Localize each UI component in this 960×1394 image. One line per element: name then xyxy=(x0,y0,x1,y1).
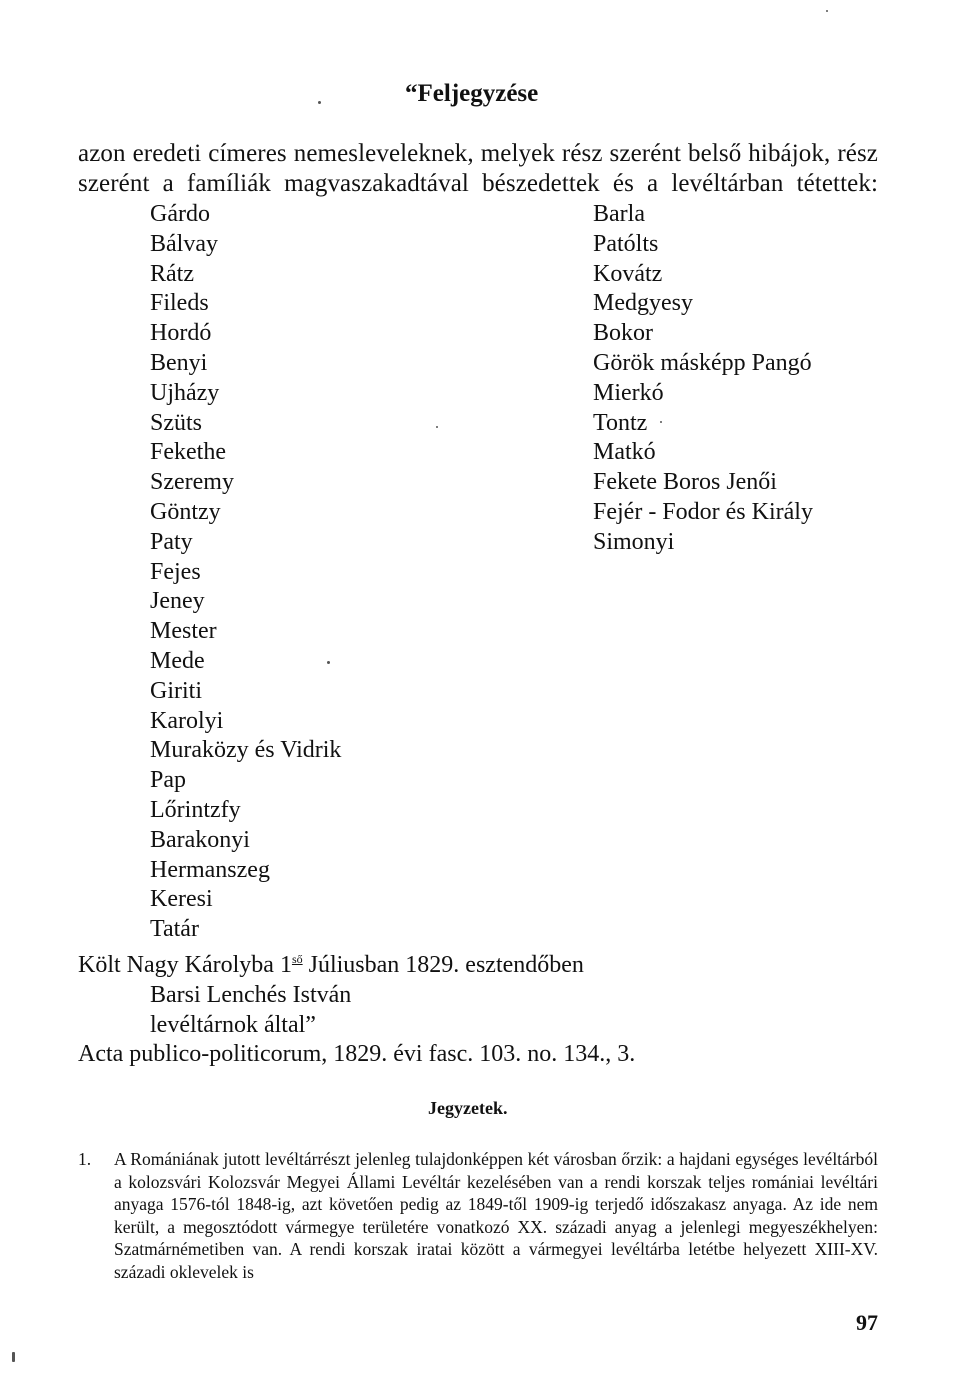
family-name: Fileds xyxy=(150,290,209,317)
family-name: Tatár xyxy=(150,916,199,943)
closing-block xyxy=(78,945,635,1070)
page-number: 97 xyxy=(856,1310,878,1335)
scan-speck xyxy=(327,661,330,664)
family-name: Medgyesy xyxy=(593,290,693,317)
family-name: Barla xyxy=(593,201,645,227)
scan-speck xyxy=(660,421,662,423)
family-name: Fejér - Fodor és Király xyxy=(593,498,813,525)
family-name: Karolyi xyxy=(150,707,224,734)
intro-line-2: szerént a famíliák magvaszakadtával bészedettek és a levéltárban tétettek: xyxy=(78,170,878,197)
family-name: Ujházy xyxy=(150,379,220,406)
family-name: Mester xyxy=(150,618,217,645)
closing-date-line xyxy=(78,945,635,981)
family-name: Göntzy xyxy=(150,498,221,525)
family-name: Hermanszeg xyxy=(150,856,270,883)
notes-heading: Jegyzetek. xyxy=(428,1098,508,1118)
signatory-name: Barsi Lenchés István xyxy=(150,981,352,1008)
family-name: Benyi xyxy=(150,349,208,376)
family-name: Pap xyxy=(150,767,186,794)
family-name: Bokor xyxy=(593,320,653,347)
family-name: Muraközy és Vidrik xyxy=(150,737,342,764)
family-name: Simonyi xyxy=(593,528,675,555)
intro-line-1: azon eredeti címeres nemesleveleknek, melyek rész szerént belső hibájok, rész xyxy=(78,140,878,167)
footnote-number: 1. xyxy=(78,1149,92,1169)
family-name: Kovátz xyxy=(593,260,663,287)
document-title: “Feljegyzése xyxy=(405,80,539,107)
family-name: Mierkó xyxy=(593,379,664,406)
names-column-left xyxy=(150,200,341,945)
family-name: Szeremy xyxy=(150,469,234,496)
family-name: Giriti xyxy=(150,677,202,704)
family-name: Szüts xyxy=(150,409,203,436)
family-name: Bálvay xyxy=(150,230,218,257)
family-name: Jeney xyxy=(150,588,205,615)
family-name: Hordó xyxy=(150,320,212,347)
archival-reference: Acta publico-politicorum, 1829. évi fasc. 103. no. 134., 3. xyxy=(78,1041,636,1068)
family-name: Matkó xyxy=(593,439,656,466)
family-name: Paty xyxy=(150,528,193,555)
signatory-title: levéltárnok által” xyxy=(150,1011,316,1038)
family-name: Görök másképp Pangó xyxy=(593,349,812,376)
family-name: Gárdo xyxy=(150,201,210,227)
family-name: Rátz xyxy=(150,260,194,287)
footnote-text: A Romániának jutott levéltárrészt jelenleg tulajdonképpen két városban őrzik: a hajdani egységes levéltárból a kolozsvári Kolozsvár Megyei Állami Levéltár kezelésében van a rendi korszak teljes romániai levéltári anyaga 1576-tól 1848-ig, azt követően pedig az 1849-től 1909-ig terjedő időszakasz anyaga. Az ide nem került, a megosztódott vármegye területére vonatkozó XX. századi anyag a jelenlegi megyeszékhelyen: Szatmárnémetiben van. A rendi korszak iratai között a vármegyei levéltárba letétbe helyezett XIII-XV. századi oklevelek is xyxy=(114,1149,878,1282)
family-name: Lőrintzfy xyxy=(150,796,241,823)
family-name: Tontz xyxy=(593,409,648,436)
scan-speck xyxy=(826,10,828,12)
family-name: Keresi xyxy=(150,886,213,913)
family-name: Fekethe xyxy=(150,439,226,466)
ordinal-superscript: ső xyxy=(291,952,303,966)
scan-speck xyxy=(318,101,321,104)
closing-date-text: Költ Nagy Károlyba 1 xyxy=(78,952,292,978)
closing-date-text-rest: Júliusban 1829. esztendőben xyxy=(302,952,584,978)
family-name: Fejes xyxy=(150,558,201,585)
family-name: Fekete Boros Jenői xyxy=(593,469,777,496)
scan-speck xyxy=(12,1352,15,1362)
scan-speck xyxy=(436,426,438,428)
family-name: Patólts xyxy=(593,230,659,257)
names-column-right xyxy=(593,200,813,558)
footnote xyxy=(78,1148,878,1284)
family-name: Barakonyi xyxy=(150,826,250,853)
family-name: Mede xyxy=(150,647,205,674)
